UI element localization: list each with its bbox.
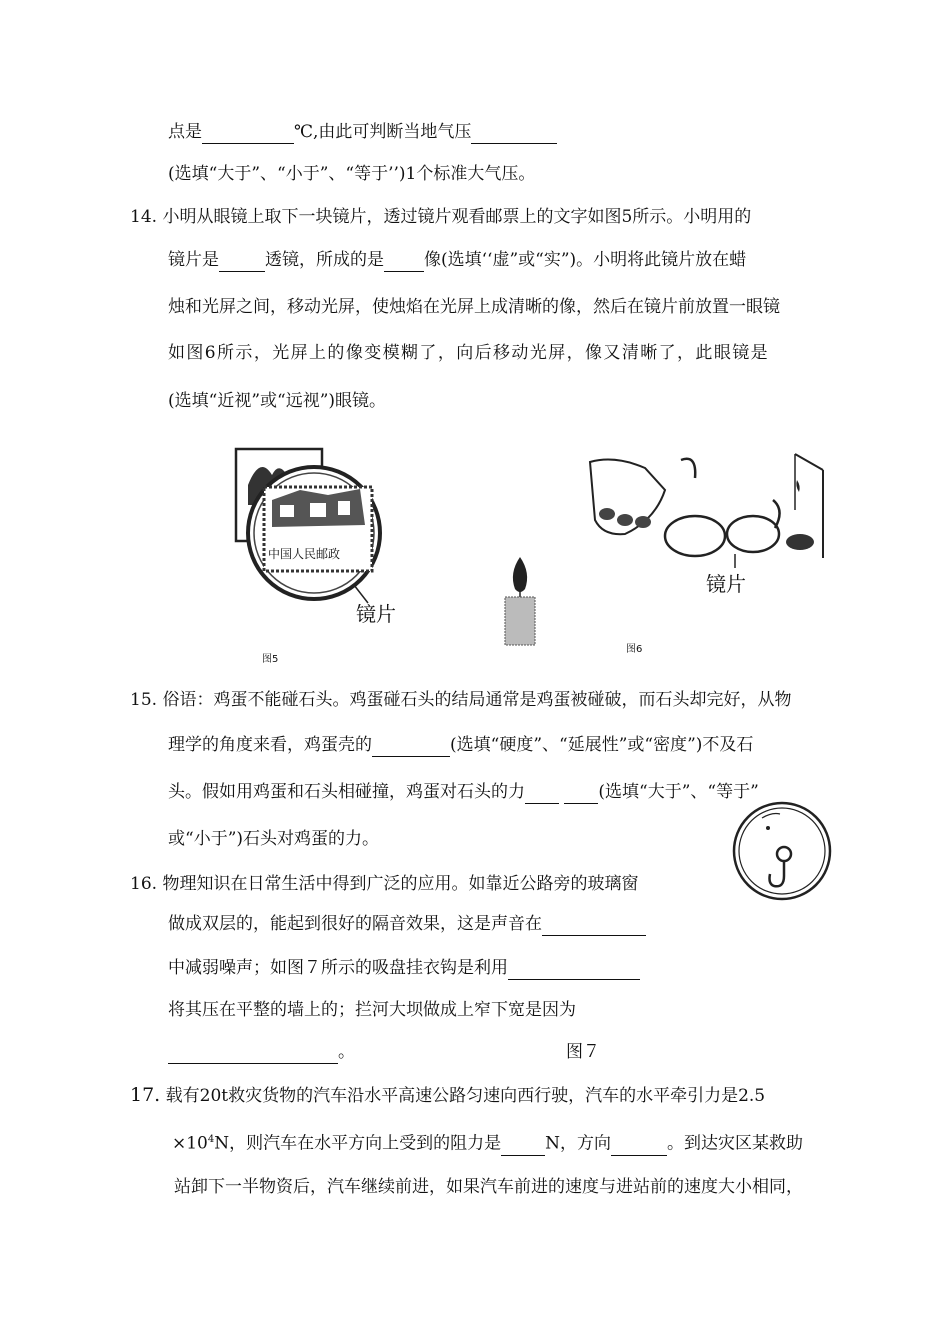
- answer-blank[interactable]: [384, 253, 424, 272]
- q17-line-3: 站卸下一半物资后，汽车继续前进，如果汽车前进的速度与进站前的速度大小相同，: [174, 1177, 803, 1197]
- q14-line-3: 烛和光屏之间，移动光屏，使烛焰在光屏上成清晰的像，然后在镜片前放置一眼镜: [168, 297, 780, 317]
- stamp-text: 中国人民邮政: [268, 547, 341, 561]
- answer-blank[interactable]: [542, 917, 646, 936]
- q16-line-1: 16. 物理知识在日常生活中得到广泛的应用。如靠近公路旁的玻璃窗: [130, 874, 639, 894]
- question-number: 15.: [130, 690, 158, 710]
- q17-line-2: $\times 10^4N$，则汽车在水平方向上受到的阻力是 N，方向 。到达灾区某救助: [172, 1133, 804, 1154]
- q15-line-2: 理学的角度来看，鸡蛋壳的 (选填“硬度”、“延展性”或“密度”)不及石: [168, 735, 754, 755]
- figure-7-caption: 图７: [566, 1042, 600, 1062]
- answer-blank[interactable]: [168, 1045, 338, 1064]
- q16-line-4: 将其压在平整的墙上的；拦河大坝做成上窄下宽是因为: [168, 1000, 576, 1020]
- q13-line-1: 点是 ℃,由此可判断当地气压: [168, 120, 557, 144]
- q14-line-5: (选填“近视”或“远视”)眼镜。: [168, 391, 387, 411]
- answer-blank[interactable]: [202, 125, 294, 144]
- q14-line-2: 镜片是 透镜，所成的是 像(选填‘‘虚”或“实”)。小明将此镜片放在蜡: [168, 250, 747, 270]
- q15-line-3: 头。假如用鸡蛋和石头相碰撞，鸡蛋对石头的力 (选填“大于”、“等于”: [168, 782, 759, 802]
- answer-blank[interactable]: [471, 125, 557, 144]
- question-number: 14.: [130, 207, 158, 227]
- q13-line-2: (选填“大于”、“小于”、“等于’’)1个标准大气压。: [168, 164, 536, 184]
- q16-line-3: 中减弱噪声；如图７所示的吸盘挂衣钩是利用: [168, 956, 640, 980]
- q16-line-5: 。: [168, 1040, 355, 1064]
- figure-6-caption: 图6: [626, 644, 643, 655]
- figure-6-lens-label: 镜片: [706, 572, 746, 596]
- q17-line-1: 17. 载有20t救灾货物的汽车沿水平高速公路匀速向西行驶，汽车的水平牵引力是2.5: [130, 1084, 766, 1106]
- answer-blank[interactable]: [564, 785, 598, 804]
- candle-figure: [495, 555, 545, 650]
- question-number: 17.: [130, 1084, 161, 1106]
- figure-5-lens-label: 镜片: [356, 602, 396, 626]
- figure-5-caption: 图5: [262, 654, 279, 665]
- question-number: 16.: [130, 874, 158, 894]
- answer-blank[interactable]: [501, 1137, 545, 1156]
- q14-line-1: 14. 小明从眼镜上取下一块镜片，透过镜片观看邮票上的文字如图5所示。小明用的: [130, 207, 752, 227]
- q16-line-2: 做成双层的，能起到很好的隔音效果，这是声音在: [168, 912, 646, 936]
- answer-blank[interactable]: [219, 253, 265, 272]
- q14-line-4: 如图6所示，光屏上的像变模糊了，向后移动光屏，像又清晰了，此眼镜是: [168, 343, 770, 363]
- answer-blank[interactable]: [372, 738, 450, 757]
- answer-blank[interactable]: [611, 1137, 667, 1156]
- figure-7-suction-hook: [728, 796, 838, 906]
- q15-line-1: 15. 俗语：鸡蛋不能碰石头。鸡蛋碰石头的结局通常是鸡蛋被碰破，而石头却完好，从物: [130, 690, 792, 710]
- answer-blank[interactable]: [508, 961, 640, 980]
- q15-line-4: 或“小于”)石头对鸡蛋的力。: [168, 829, 380, 849]
- answer-blank[interactable]: [525, 785, 559, 804]
